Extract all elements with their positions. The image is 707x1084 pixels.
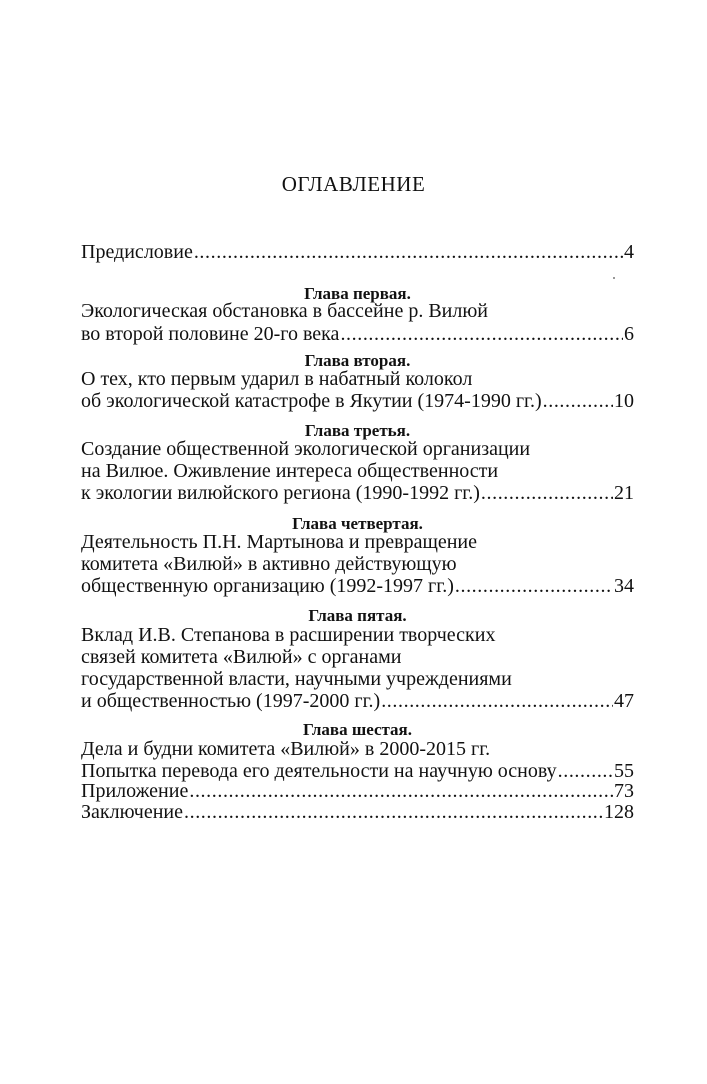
toc-entry-text: общественную организацию (1992-1997 гг.): [81, 575, 454, 597]
page-title: ОГЛАВЛЕНИЕ: [281, 172, 426, 196]
chapter-5-title-line: связей комитета «Вилюй» с органами: [81, 646, 402, 668]
toc-entry-text: и общественностью (1997-2000 гг.): [81, 690, 381, 712]
toc-page-number: 55: [614, 760, 634, 782]
chapter-4-title-line: Деятельность П.Н. Мартынова и превращение: [81, 531, 478, 553]
chapter-1-title-line: Экологическая обстановка в бассейне р. Вилюй: [81, 300, 489, 322]
chapter-heading-1: Глава первая.: [304, 284, 411, 303]
leader-dots: [455, 574, 613, 598]
chapter-2-title-line: О тех, кто первым ударил в набатный колокол: [81, 368, 473, 390]
chapter-heading-4: Глава четвертая.: [292, 514, 423, 533]
toc-entry-text: об экологической катастрофе в Якутии (1974-1990 гг.): [81, 390, 542, 412]
toc-entry-chapter-4[interactable]: [81, 574, 634, 598]
chapter-heading-5: Глава пятая.: [308, 606, 407, 625]
toc-page-number: 34: [614, 575, 634, 597]
scan-speck: [613, 277, 615, 279]
chapter-5-title-line: Вклад И.В. Степанова в расширении творческих: [81, 624, 496, 646]
toc-entry-conclusion[interactable]: [81, 800, 634, 824]
toc-page-number: 73: [614, 780, 634, 802]
toc-entry-text: Попытка перевода его деятельности на научную основу: [81, 760, 557, 782]
leader-dots: [543, 389, 613, 413]
chapter-heading-2: Глава вторая.: [304, 351, 411, 370]
toc-page-number: 4: [624, 241, 634, 263]
chapter-3-title-line: на Вилюе. Оживление интереса общественности: [81, 460, 499, 482]
leader-dots: [381, 689, 613, 713]
leader-dots: [481, 481, 613, 505]
toc-entry-chapter-1[interactable]: [81, 322, 634, 346]
toc-entry-chapter-2[interactable]: [81, 389, 634, 413]
leader-dots: [194, 240, 623, 264]
chapter-6-title-line: Дела и будни комитета «Вилюй» в 2000-2015 гг.: [81, 738, 491, 760]
chapter-3-title-line: Создание общественной экологической организации: [81, 438, 531, 460]
toc-page-number: 10: [614, 390, 634, 412]
leader-dots: [340, 322, 623, 346]
toc-entry-text: к экологии вилюйского региона (1990-1992 гг.): [81, 482, 480, 504]
chapter-4-title-line: комитета «Вилюй» в активно действующую: [81, 553, 457, 575]
toc-entry-text: во второй половине 20-го века: [81, 323, 340, 345]
toc-entry-chapter-3[interactable]: [81, 481, 634, 505]
toc-entry-text: Заключение: [81, 801, 183, 823]
leader-dots: [184, 800, 603, 824]
chapter-heading-3: Глава третья.: [304, 421, 411, 440]
toc-entry-preface[interactable]: [81, 240, 634, 264]
toc-page-number: 6: [624, 323, 634, 345]
toc-page-number: 128: [604, 801, 634, 823]
toc-page-number: 47: [614, 690, 634, 712]
chapter-heading-6: Глава шестая.: [302, 720, 413, 739]
toc-entry-text: Приложение: [81, 780, 189, 802]
toc-entry-chapter-5[interactable]: [81, 689, 634, 713]
toc-page-number: 21: [614, 482, 634, 504]
toc-entry-text: Предисловие: [81, 241, 193, 263]
chapter-5-title-line: государственной власти, научными учреждениями: [81, 668, 512, 690]
